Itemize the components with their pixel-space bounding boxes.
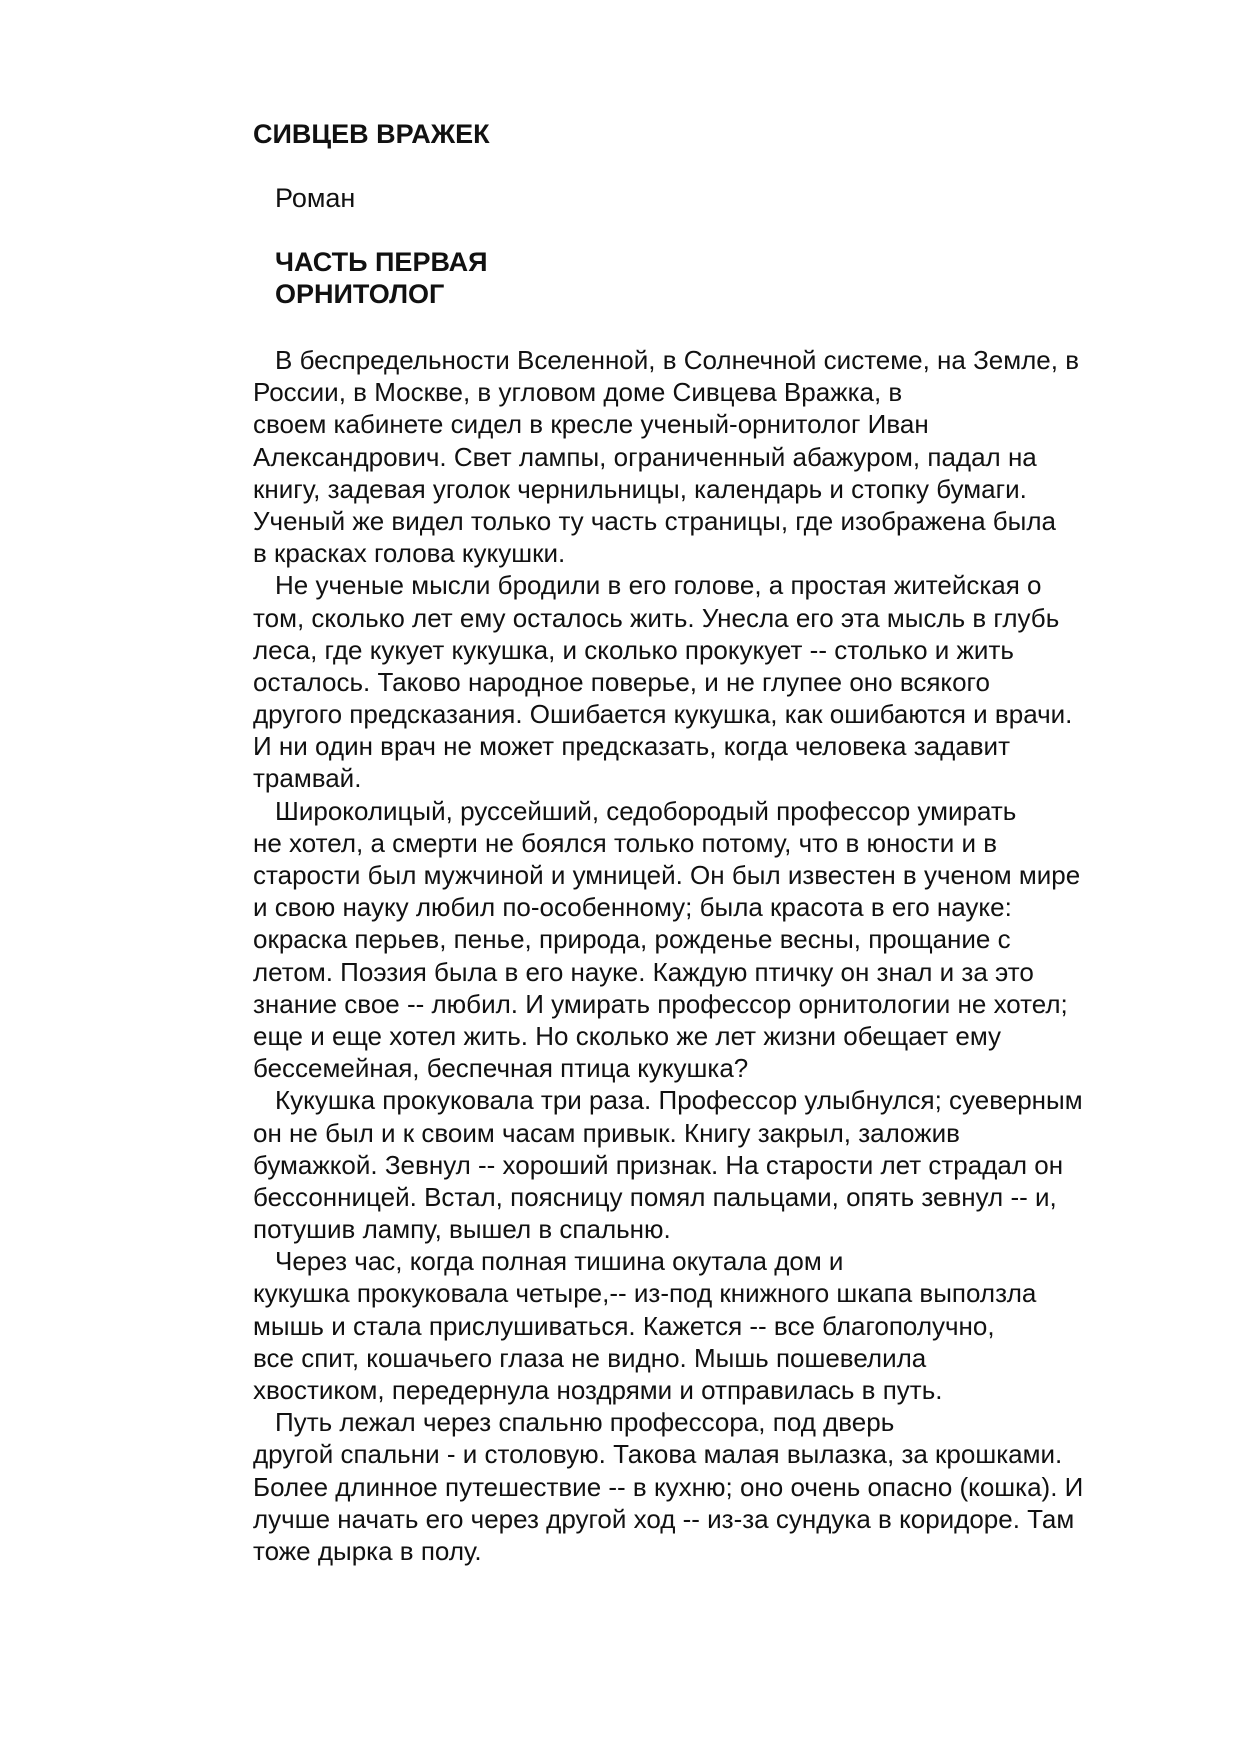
text-line: в красках голова кукушки. <box>253 538 566 569</box>
text-line: тоже дырка в полу. <box>253 1535 482 1566</box>
text-line: кукушка прокуковала четыре,-- из-под книжного шкапа выползла <box>253 1278 1037 1309</box>
text-line: лучше начать его через другой ход -- из-за сундука в коридоре. Там <box>253 1503 1075 1534</box>
part-heading-block <box>275 246 488 310</box>
text-line: потушив лампу, вышел в спальню. <box>253 1214 671 1245</box>
text-line: мышь и стала прислушиваться. Кажется -- все благополучно, <box>253 1310 995 1341</box>
text-line: Кукушка прокуковала три раза. Профессор улыбнулся; суеверным <box>275 1085 1083 1116</box>
text-line: том, сколько лет ему осталось жить. Унесла его эта мысль в глубь <box>253 602 1060 633</box>
text-line: своем кабинете сидел в кресле ученый-орнитолог Иван <box>253 409 929 440</box>
text-line: и свою науку любил по-особенному; была красота в его науке: <box>253 892 1012 923</box>
text-line: старости был мужчиной и умницей. Он был известен в ученом мире <box>253 860 1081 890</box>
text-line: России, в Москве, в угловом доме Сивцева Вражка, в <box>253 377 903 408</box>
text-line: бумажкой. Зевнул -- хороший признак. На старости лет страдал он <box>253 1149 1064 1180</box>
text-line: Александрович. Свет лампы, ограниченный абажуром, падал на <box>253 441 1037 472</box>
text-line: бессемейная, беспечная птица кукушка? <box>253 1053 749 1084</box>
text-line: еще и еще хотел жить. Но сколько же лет жизни обещает ему <box>253 1020 1001 1051</box>
text-line: другого предсказания. Ошибается кукушка, как ошибаются и врачи. <box>253 699 1073 730</box>
text-line: осталось. Таково народное поверье, и не глупее оно всякого <box>253 666 990 697</box>
body-text <box>253 344 1083 1567</box>
text-line: летом. Поэзия была в его науке. Каждую птичку он знал и за это <box>253 956 1034 987</box>
text-line: Широколицый, руссейший, седобородый профессор умирать <box>275 795 1017 826</box>
text-line: не хотел, а смерти не боялся только потому, что в юности и в <box>253 827 998 858</box>
text-line: Не ученые мысли бродили в его голове, а простая житейская о <box>275 570 1042 601</box>
part-heading: ЧАСТЬ ПЕРВАЯ <box>275 247 488 277</box>
text-line: Более длинное путешествие -- в кухню; оно очень опасно (кошка). И <box>253 1471 1084 1502</box>
text-line: книгу, задевая уголок чернильницы, календарь и стопку бумаги. <box>253 473 1027 504</box>
book-subtitle: Роман <box>275 183 356 213</box>
text-line: окраска перьев, пенье, природа, рожденье весны, прощание с <box>253 924 1011 955</box>
text-line: Через час, когда полная тишина окутала дом и <box>275 1246 844 1277</box>
text-line: бессонницей. Встал, поясницу помял пальцами, опять зевнул -- и, <box>253 1181 1057 1212</box>
text-line: Путь лежал через спальню профессора, под дверь <box>275 1407 895 1438</box>
text-line: все спит, кошачьего глаза не видно. Мышь пошевелила <box>253 1342 927 1373</box>
text-line: хвостиком, передернула ноздрями и отправилась в путь. <box>253 1375 943 1405</box>
text-line: знание свое -- любил. И умирать профессор орнитологии не хотел; <box>253 988 1068 1019</box>
text-line: леса, где кукует кукушка, и сколько прокукует -- столько и жить <box>253 634 1014 665</box>
book-title: СИВЦЕВ ВРАЖЕК <box>253 119 490 149</box>
text-line: В беспредельности Вселенной, в Солнечной системе, на Земле, в <box>275 345 1080 375</box>
text-line: трамвай. <box>253 763 362 794</box>
text-line: он не был и к своим часам привык. Книгу закрыл, заложив <box>253 1117 960 1148</box>
text-line: И ни один врач не может предсказать, когда человека задавит <box>253 731 1010 762</box>
text-line: другой спальни - и столовую. Такова малая вылазка, за крошками. <box>253 1439 1063 1470</box>
text-line: Ученый же видел только ту часть страницы, где изображена была <box>253 505 1057 536</box>
chapter-heading: ОРНИТОЛОГ <box>275 279 445 309</box>
